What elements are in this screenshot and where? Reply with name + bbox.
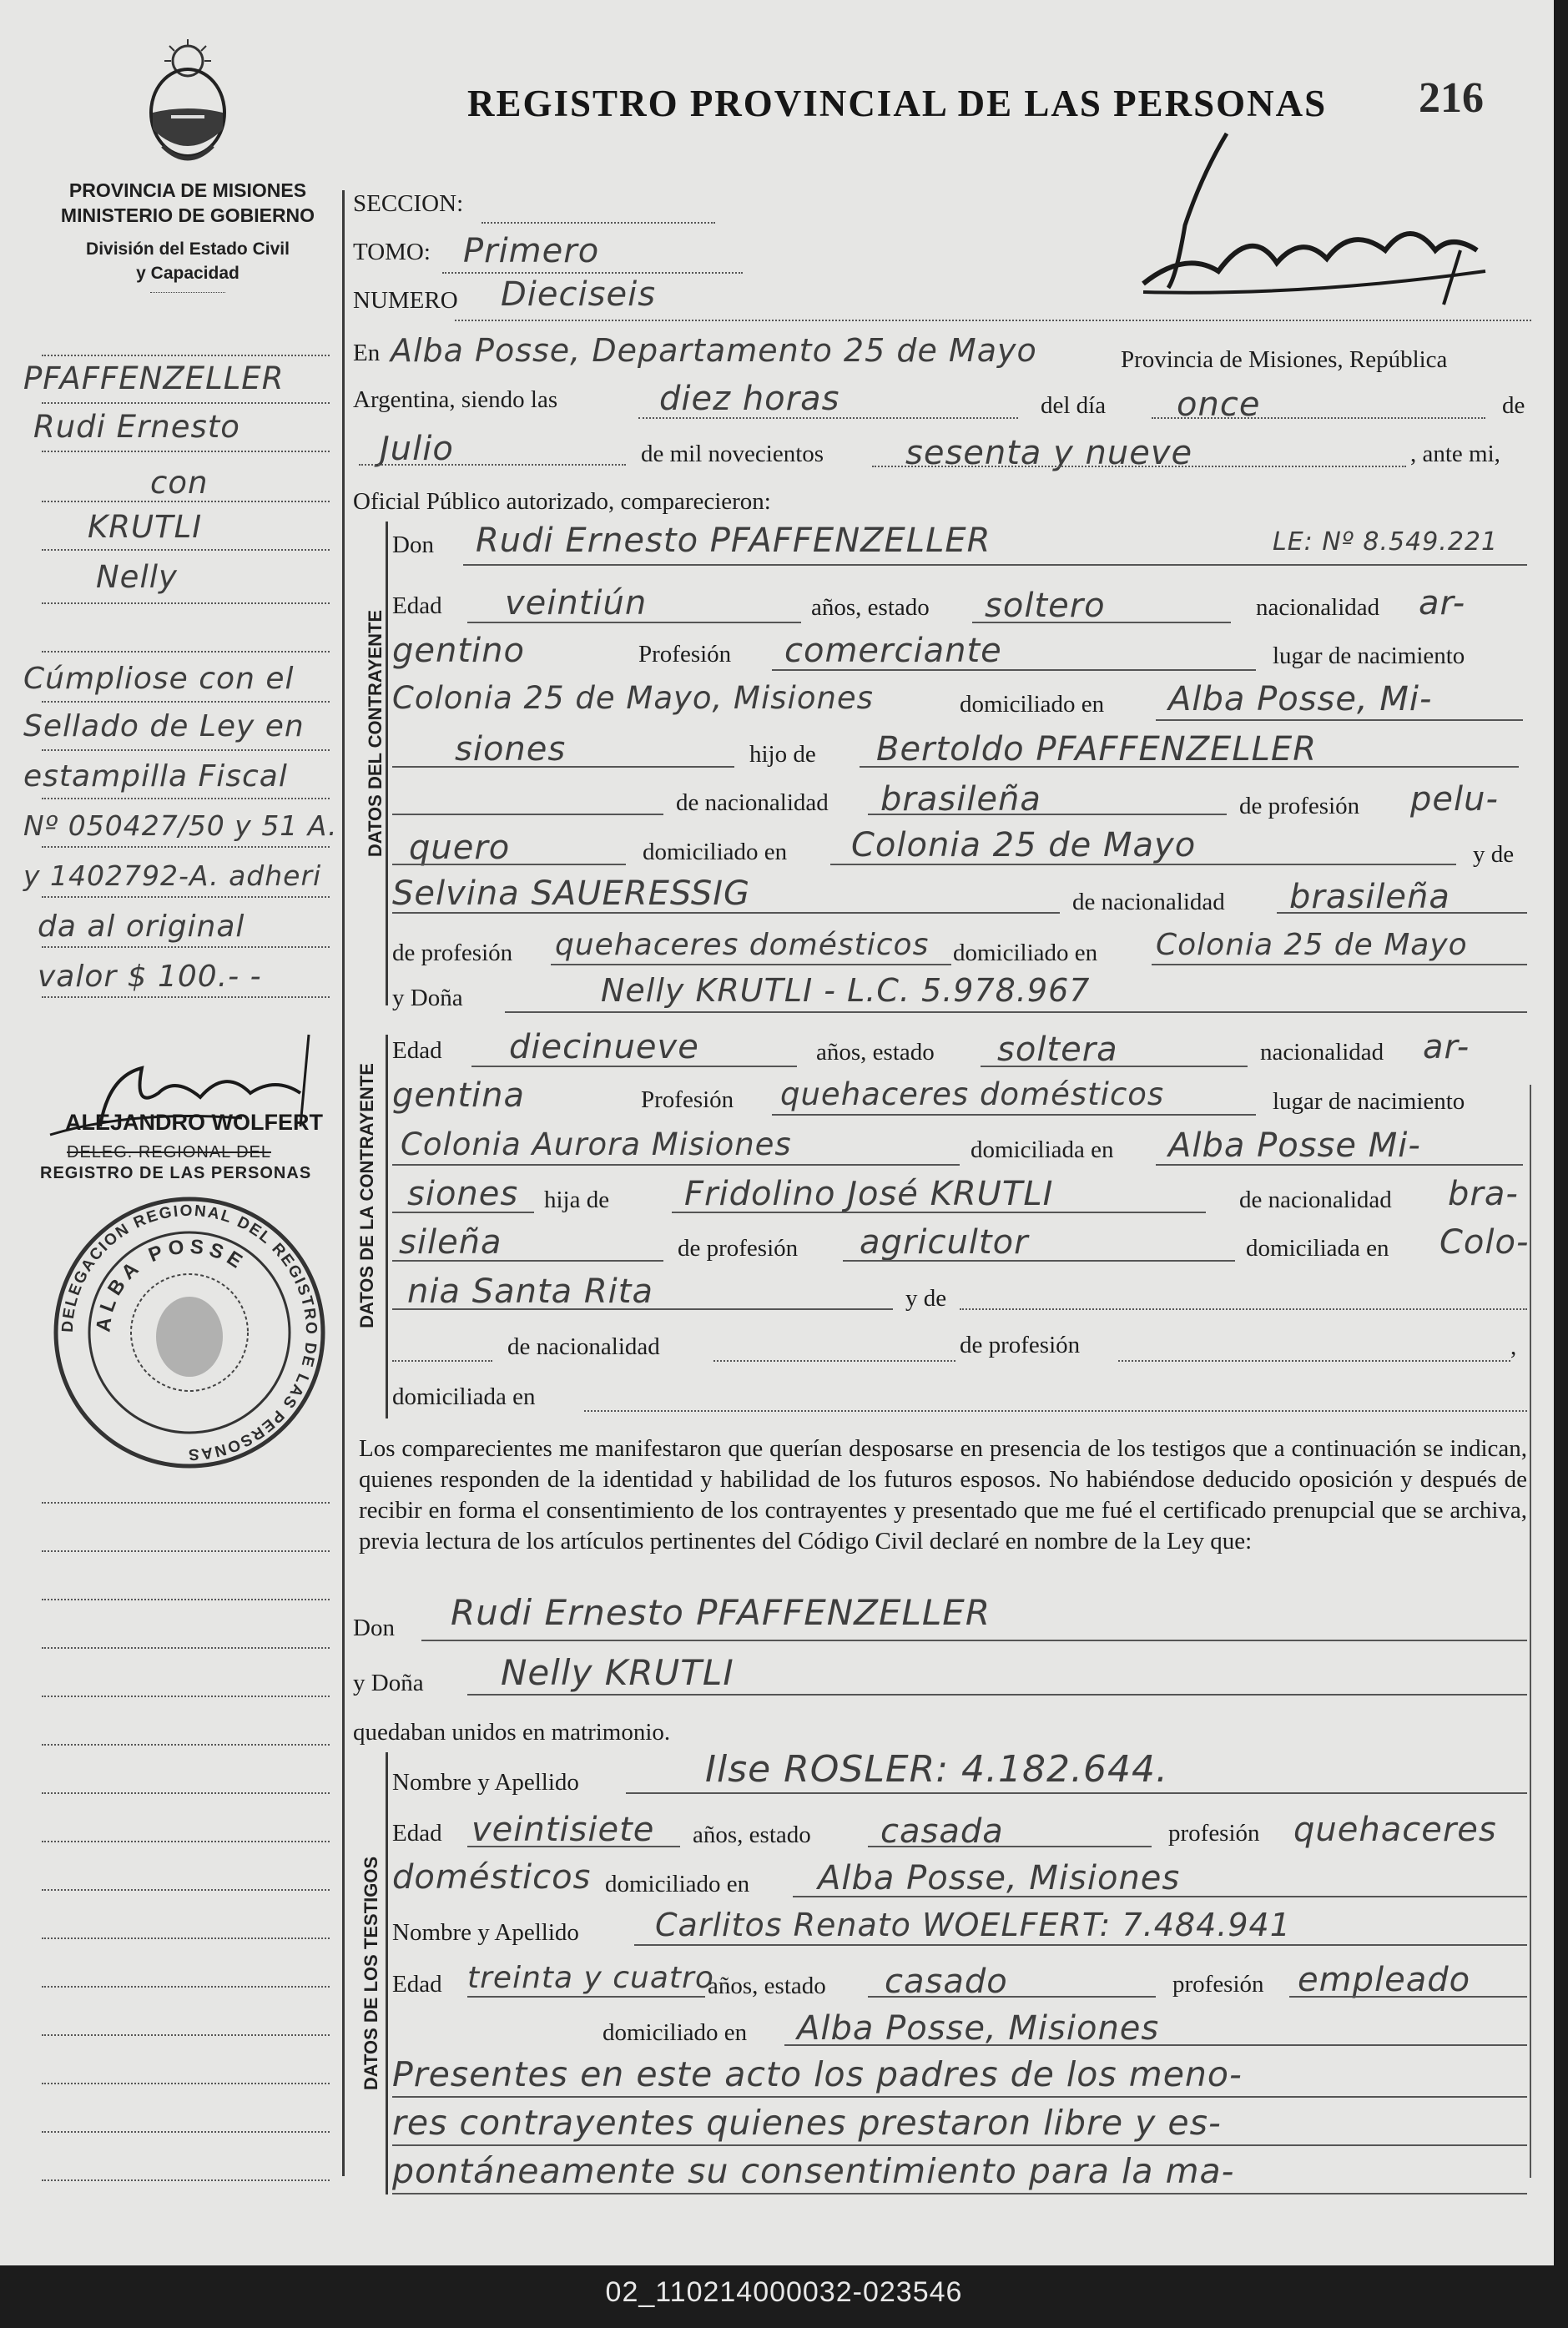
groom-mother-profession: quehaceres domésticos xyxy=(555,928,930,962)
intro-de-mil: de mil novecientos xyxy=(641,441,824,467)
frame-left-line xyxy=(342,190,345,2176)
bride-father-domicile-1: Colo- xyxy=(1439,1223,1530,1262)
w1-name-label: Nombre y Apellido xyxy=(392,1769,579,1796)
bride-hija-label: hija de xyxy=(544,1187,610,1213)
groom-nationality-2: gentino xyxy=(392,632,525,670)
bride-nationality-1: ar- xyxy=(1423,1028,1470,1066)
groom-y-de-label: y de xyxy=(1473,841,1515,868)
bride-profession: quehaceres domésticos xyxy=(780,1076,1165,1112)
witness-note-line-2: res contrayentes quienes prestaron libre y es- xyxy=(392,2103,1222,2143)
margin-line-7: Sellado de Ley en xyxy=(23,709,305,743)
groom-father-profession-1: pelu- xyxy=(1410,780,1499,819)
bride-father: Fridolino José KRUTLI xyxy=(684,1175,1054,1213)
groom-document: LE: Nº 8.549.221 xyxy=(1273,527,1499,557)
union-dona-label: y Doña xyxy=(353,1670,424,1696)
bride-domicile-1: Alba Posse Mi- xyxy=(1168,1126,1421,1165)
groom-father-domicile: Colonia 25 de Mayo xyxy=(851,826,1197,864)
bride-father-nationality-2: sileña xyxy=(399,1223,502,1262)
groom-father-prof-label: de profesión xyxy=(1239,793,1360,819)
groom-domicile-1: Alba Posse, Mi- xyxy=(1168,680,1433,718)
section-label-groom: DATOS DEL CONTRAYENTE xyxy=(365,609,386,858)
witness-2-domicile: Alba Posse, Misiones xyxy=(797,2009,1160,2048)
seal-text-layer xyxy=(52,1195,327,1470)
groom-estado-label: años, estado xyxy=(811,594,930,621)
witness-section-line xyxy=(386,1752,388,2194)
section-label-witnesses: DATOS DE LOS TESTIGOS xyxy=(360,1856,381,2091)
official-role-1: DELEG. REGIONAL DEL xyxy=(67,1143,271,1161)
division-heading: División del Estado Civil xyxy=(86,239,290,259)
intro-ante-mi: , ante mi, xyxy=(1410,441,1500,467)
margin-line-6: Cúmpliose con el xyxy=(23,662,295,696)
tomo-label: TOMO: xyxy=(353,239,431,265)
witness-1-profession-1: quehaceres xyxy=(1293,1811,1497,1849)
union-don-label: Don xyxy=(353,1615,395,1641)
tomo-value: Primero xyxy=(463,232,600,270)
groom-father-nationality: brasileña xyxy=(880,780,1041,819)
union-bride-name: Nelly KRUTLI xyxy=(501,1652,734,1693)
bride-father-domicile-2: nia Santa Rita xyxy=(407,1272,653,1311)
marriage-day: once xyxy=(1177,385,1261,424)
marriage-month: Julio xyxy=(380,430,454,468)
official-name: ALEJANDRO WOLFERT xyxy=(65,1110,323,1135)
bride-father-profession: agricultor xyxy=(860,1223,1029,1262)
w1-estado-label: años, estado xyxy=(693,1822,811,1848)
seal-outer-text: DELEGACION REGIONAL DEL REGISTRO DE LAS PERSONAS xyxy=(58,1202,320,1464)
witness-2-name: Carlitos Renato WOELFERT: 7.484.941 xyxy=(655,1907,1291,1943)
witness-1-domicile: Alba Posse, Misiones xyxy=(818,1859,1181,1897)
bride-dona-label: y Doña xyxy=(392,985,463,1011)
groom-prof-label: Profesión xyxy=(638,641,732,668)
margin-line-3: con xyxy=(150,465,209,501)
official-role-2: REGISTRO DE LAS PERSONAS xyxy=(40,1164,312,1182)
intro-de: de xyxy=(1502,392,1525,419)
bride-y-de-label: y de xyxy=(905,1285,947,1312)
bride-prof-label: Profesión xyxy=(641,1086,734,1113)
groom-nac-label: nacionalidad xyxy=(1256,594,1380,621)
comma-mark: , xyxy=(1510,1333,1517,1360)
registrar-signature xyxy=(1135,125,1494,317)
coat-of-arms-icon xyxy=(138,38,238,171)
w2-estado-label: años, estado xyxy=(708,1973,826,1999)
groom-edad-label: Edad xyxy=(392,592,442,619)
groom-mother-nat-label: de nacionalidad xyxy=(1072,889,1225,915)
marriage-year: sesenta y nueve xyxy=(905,434,1193,472)
bride-mother-nat-label: de nacionalidad xyxy=(507,1333,660,1360)
svg-text:ALBA POSSE xyxy=(92,1235,250,1333)
bride-birthplace-label: lugar de nacimiento xyxy=(1273,1088,1465,1115)
margin-line-4: KRUTLI xyxy=(88,509,203,545)
groom-father-profession-2: quero xyxy=(409,829,511,867)
w2-dom-label: domiciliado en xyxy=(602,2019,748,2046)
groom-nationality-1: ar- xyxy=(1419,584,1466,622)
section-label-bride: DATOS DE LA CONTRAYENTE xyxy=(356,1063,377,1328)
groom-birthplace: Colonia 25 de Mayo, Misiones xyxy=(392,680,874,716)
w2-name-label: Nombre y Apellido xyxy=(392,1919,579,1946)
groom-father: Bertoldo PFAFFENZELLER xyxy=(876,730,1318,768)
bride-mother-prof-label: de profesión xyxy=(960,1332,1081,1358)
witness-1-name: Ilse ROSLER: 4.182.644. xyxy=(705,1748,1168,1791)
margin-line-8: estampilla Fiscal xyxy=(23,759,288,794)
witness-1-profession-2: domésticos xyxy=(392,1858,592,1897)
groom-profession: comerciante xyxy=(784,632,1002,670)
groom-father-nat-label: de nacionalidad xyxy=(676,789,829,816)
witness-note-line-1: Presentes en este acto los padres de los meno- xyxy=(392,2054,1243,2094)
bride-nac-label: nacionalidad xyxy=(1260,1039,1384,1066)
margin-line-1: PFAFFENZELLER xyxy=(23,360,285,396)
bride-mother-dom-label: domiciliada en xyxy=(392,1383,536,1410)
groom-mother: Selvina SAUERESSIG xyxy=(392,874,750,913)
groom-dom-label: domiciliado en xyxy=(960,691,1105,718)
page-title: REGISTRO PROVINCIAL DE LAS PERSONAS xyxy=(467,83,1328,124)
intro-oficial: Oficial Público autorizado, comparecieron: xyxy=(353,488,771,515)
bride-age: diecinueve xyxy=(509,1028,699,1066)
marriage-place: Alba Posse, Departamento 25 de Mayo xyxy=(391,332,1037,369)
groom-hijo-label: hijo de xyxy=(749,741,816,768)
bride-father-nat-label: de nacionalidad xyxy=(1239,1187,1392,1213)
margin-line-11: da al original xyxy=(38,910,245,944)
margin-line-10: y 1402792-A. adheri xyxy=(23,859,322,892)
bride-domicile-2: siones xyxy=(407,1175,519,1213)
groom-estado: soltero xyxy=(985,587,1106,625)
groom-mother-domicile: Colonia 25 de Mayo xyxy=(1156,928,1468,962)
bride-name: Nelly KRUTLI - L.C. 5.978.967 xyxy=(601,972,1091,1009)
ministry-heading: MINISTERIO DE GOBIERNO xyxy=(60,204,315,226)
groom-name: Rudi Ernesto PFAFFENZELLER xyxy=(476,522,991,560)
margin-line-12: valor $ 100.- - xyxy=(38,960,262,994)
witness-2-estado: casado xyxy=(885,1963,1008,2001)
bride-father-dom-label: domiciliada en xyxy=(1246,1235,1389,1262)
w1-dom-label: domiciliado en xyxy=(605,1871,750,1897)
bride-section-line xyxy=(386,1035,388,1418)
witness-2-profession: empleado xyxy=(1298,1961,1471,1999)
margin-line-9: Nº 050427/50 y 51 A. xyxy=(23,809,338,842)
bride-nationality-2: gentina xyxy=(392,1076,526,1115)
groom-domicile-2: siones xyxy=(455,730,567,768)
intro-argentina: Argentina, siendo las xyxy=(353,386,558,413)
witness-2-age: treinta y cuatro xyxy=(467,1961,714,1995)
frame-right-line xyxy=(1530,1085,1531,2178)
numero-value: Dieciseis xyxy=(501,275,657,314)
groom-mother-prof-label: de profesión xyxy=(392,940,513,966)
declaration-paragraph: Los comparecientes me manifestaron que querían desposarse en presencia de los testigos que a continuación se indican, quienes responden de la identidad y habilidad de los futuros esposos. No habiéndose deducido oposición y después de recibir en forma el consentimiento de los contrayentes y presentado que me fué el certificado prenupcial que se archiva, previa lectura de los artículos pertinentes del Código Civil declaré en nombre de la Ley que: xyxy=(359,1435,1527,1555)
union-groom-name: Rudi Ernesto PFAFFENZELLER xyxy=(451,1592,991,1633)
page-number: 216 xyxy=(1419,74,1484,122)
groom-don-label: Don xyxy=(392,532,434,558)
bride-estado: soltera xyxy=(997,1030,1118,1069)
bride-edad-label: Edad xyxy=(392,1037,442,1064)
witness-1-age: veintisiete xyxy=(471,1811,655,1849)
numero-label: NUMERO xyxy=(353,287,458,314)
union-statement: quedaban unidos en matrimonio. xyxy=(353,1719,671,1746)
intro-provincia: Provincia de Misiones, República xyxy=(1121,346,1448,373)
bride-father-nationality-1: bra- xyxy=(1448,1175,1519,1213)
seccion-label: SECCION: xyxy=(353,190,464,217)
scan-id: 02_110214000032-023546 xyxy=(605,2276,963,2308)
official-seal xyxy=(52,1195,327,1470)
province-heading: PROVINCIA DE MISIONES xyxy=(68,179,307,201)
groom-age: veintiún xyxy=(505,584,648,622)
margin-line-5: Nelly xyxy=(96,559,178,595)
bride-estado-label: años, estado xyxy=(816,1039,935,1066)
intro-en: En xyxy=(353,340,381,366)
witness-1-estado: casada xyxy=(880,1812,1004,1851)
seal-inner-text: ALBA POSSE xyxy=(92,1235,250,1333)
bride-dom-label: domiciliada en xyxy=(971,1136,1114,1163)
svg-text:DELEGACION REGIONAL DEL REGIST xyxy=(59,1202,320,1463)
groom-mother-nationality: brasileña xyxy=(1289,878,1450,916)
division-heading-2: y Capacidad xyxy=(136,264,239,283)
groom-father-dom-label: domiciliado en xyxy=(643,839,788,865)
w1-prof-label: profesión xyxy=(1168,1820,1260,1847)
bride-father-prof-label: de profesión xyxy=(678,1235,799,1262)
witness-note-line-3: pontáneamente su consentimiento para la ma- xyxy=(392,2151,1235,2191)
groom-section-line xyxy=(386,522,388,1005)
w2-edad-label: Edad xyxy=(392,1971,442,1998)
groom-birthplace-label: lugar de nacimiento xyxy=(1273,642,1465,669)
intro-del-dia: del día xyxy=(1041,392,1107,419)
w2-prof-label: profesión xyxy=(1172,1971,1264,1998)
w1-edad-label: Edad xyxy=(392,1820,442,1847)
groom-mother-dom-label: domiciliado en xyxy=(953,940,1098,966)
marriage-hour: diez horas xyxy=(659,380,840,418)
margin-line-2: Rudi Ernesto xyxy=(33,409,240,445)
bride-birthplace: Colonia Aurora Misiones xyxy=(401,1126,792,1162)
